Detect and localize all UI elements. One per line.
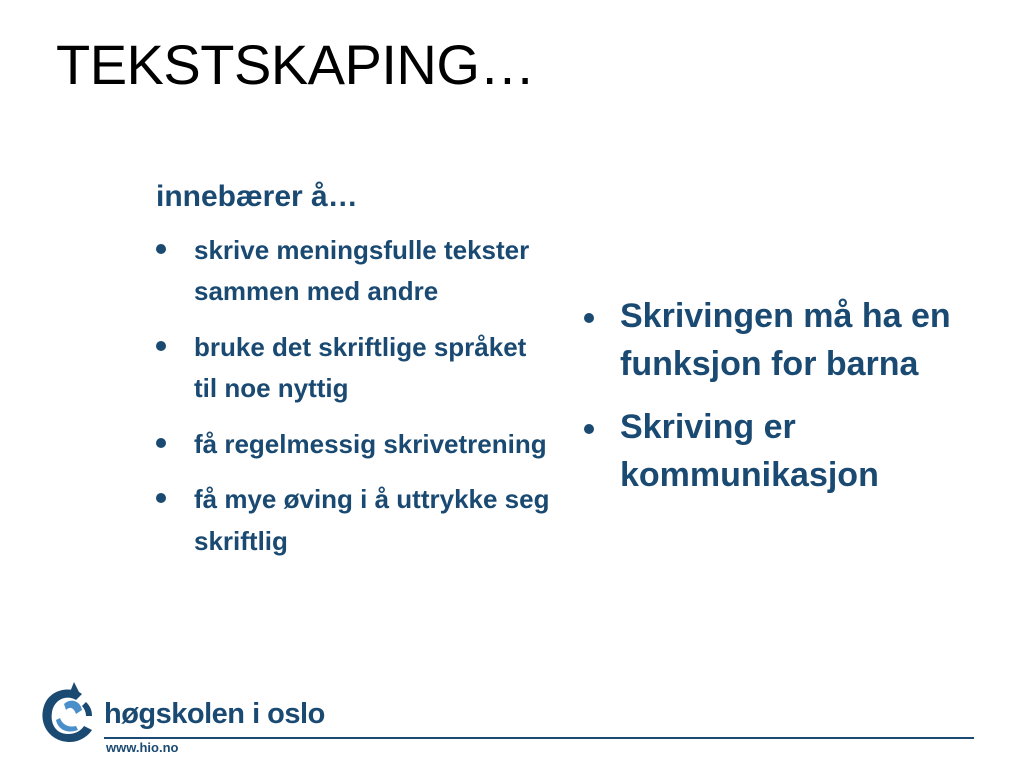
list-item	[156, 230, 556, 313]
bullet-dot-icon	[584, 313, 594, 323]
footer-divider	[104, 737, 974, 739]
footer	[36, 676, 986, 762]
bullet-dot-icon	[156, 493, 166, 503]
right-bullet-list	[584, 293, 984, 499]
hio-logo-icon	[36, 680, 102, 746]
footer-url: www.hio.no	[106, 740, 179, 755]
right-column	[584, 293, 984, 515]
list-item	[156, 479, 556, 562]
left-bullet-list	[156, 230, 556, 563]
list-item-text: få regelmessig skrivetrening	[194, 428, 547, 459]
list-item-text: Skriving er kommunikasjon	[620, 408, 879, 494]
bullet-dot-icon	[156, 341, 166, 351]
logo-wordmark: høgskolen i oslo	[104, 698, 325, 730]
list-item	[584, 293, 984, 388]
slide-title: TEKSTSKAPING…	[56, 33, 535, 96]
list-item	[156, 424, 556, 466]
list-item-text: bruke det skriftlige språket til noe nyttig	[194, 331, 527, 404]
list-item	[584, 404, 984, 499]
list-item-text: Skrivingen må ha en funksjon for barna	[620, 297, 951, 383]
list-item-text: skrive meningsfulle tekster sammen med andre	[194, 234, 530, 307]
bullet-dot-icon	[156, 244, 166, 254]
list-item-text: få mye øving i å uttrykke seg skriftlig	[194, 484, 550, 557]
list-item	[156, 327, 556, 410]
left-column	[156, 178, 556, 577]
left-heading: innebærer å…	[156, 180, 358, 213]
bullet-dot-icon	[156, 438, 166, 448]
bullet-dot-icon	[584, 424, 594, 434]
